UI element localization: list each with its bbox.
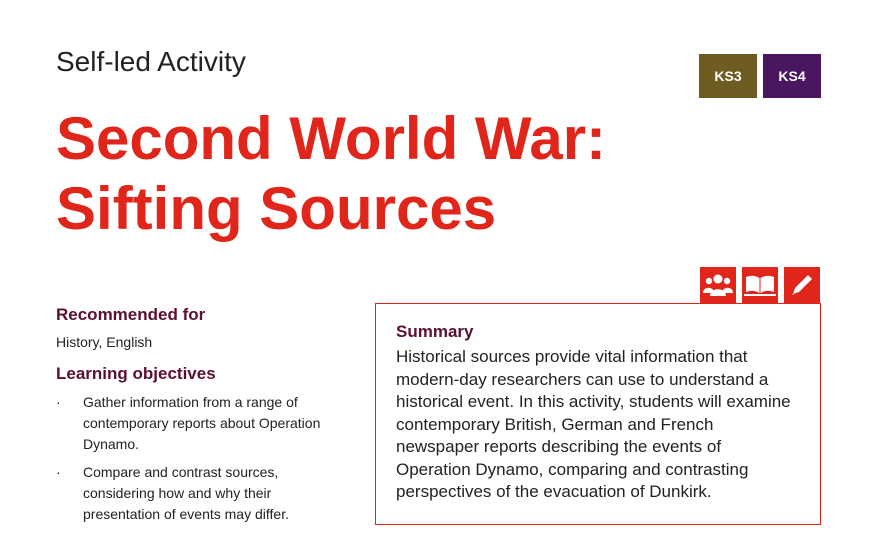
recommended-heading: Recommended for: [56, 305, 206, 324]
bullet: ·: [56, 464, 61, 480]
pencil-icon: [784, 267, 820, 303]
objective-text: Compare and contrast sources, considering how and why their presentation of events may differ.: [83, 464, 289, 522]
activity-type: Self-led Activity: [56, 46, 246, 77]
list-item: [56, 392, 346, 455]
objectives-heading: Learning objectives: [56, 364, 216, 383]
group-icon: [700, 267, 736, 303]
page-title: Second World War: Sifting Sources: [56, 105, 607, 242]
objectives-list: [56, 392, 346, 525]
ks3-badge: KS3: [699, 54, 757, 98]
summary-text: Historical sources provide vital information that modern-day researchers can use to understand a historical event. In this activity, students will examine contemporary British, German and French newspaper reports describing the events of Operation Dynamo, comparing and contrasting perspectives of the evacuation of Dunkirk.: [396, 347, 791, 501]
summary-heading: Summary: [396, 322, 474, 341]
activity-icons: [700, 267, 820, 303]
ks4-badge: KS4: [763, 54, 821, 98]
key-stage-badges: [699, 54, 821, 98]
left-column: [56, 305, 346, 532]
list-item: [56, 462, 346, 525]
bullet: ·: [56, 394, 61, 410]
summary-box: [375, 303, 821, 525]
objective-text: Gather information from a range of contemporary reports about Operation Dynamo.: [83, 394, 321, 452]
recommended-text: History, English: [56, 334, 153, 350]
book-icon: [742, 267, 778, 303]
